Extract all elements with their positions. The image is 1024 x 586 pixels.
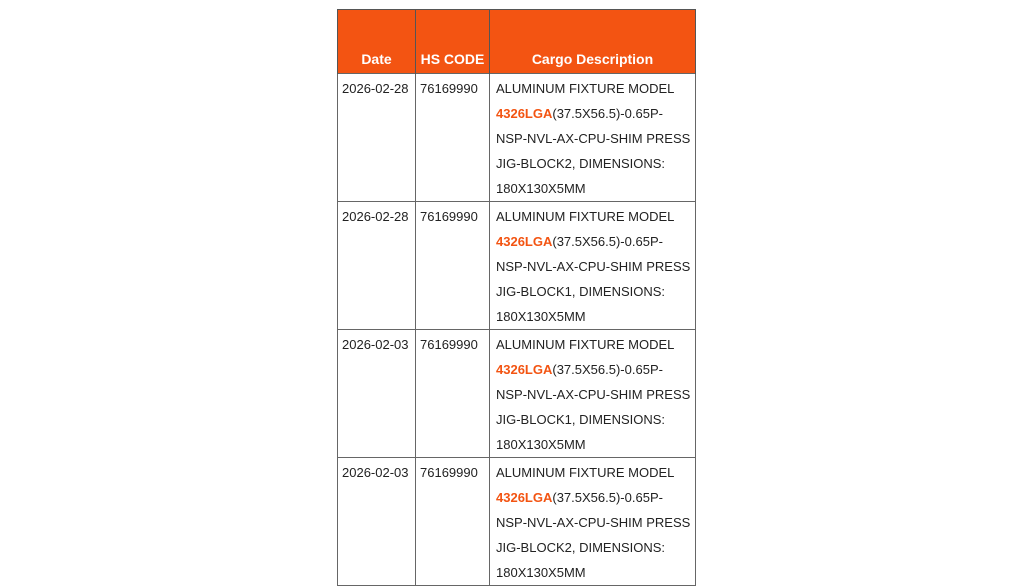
table-header [338,10,696,74]
cell-cargo-description [490,330,696,458]
table-row [338,458,696,586]
table-row [338,74,696,202]
description-line: NSP-NVL-AX-CPU-SHIM PRESS [496,515,691,530]
cell-cargo-description [490,74,696,202]
shipment-table [337,9,696,586]
cell-date: 2026-02-03 [338,458,416,586]
column-header-date: Date [338,10,416,74]
description-text: (37.5X56.5)-0.65P- [552,490,663,505]
cell-date: 2026-02-28 [338,74,416,202]
description-text: (37.5X56.5)-0.65P- [552,234,663,249]
cell-hs-code: 76169990 [416,330,490,458]
description-line: NSP-NVL-AX-CPU-SHIM PRESS [496,259,691,274]
cell-hs-code: 76169990 [416,458,490,586]
cell-cargo-description [490,458,696,586]
cell-date: 2026-02-03 [338,330,416,458]
description-line: 180X130X5MM [496,181,586,196]
table-row [338,202,696,330]
model-highlight: 4326LGA [496,362,553,377]
description-line [496,229,691,254]
cell-date: 2026-02-28 [338,202,416,330]
header-row [338,10,696,74]
shipment-table-container [337,9,695,586]
table-row [338,330,696,458]
description-line: JIG-BLOCK1, DIMENSIONS: [496,412,666,427]
description-text: (37.5X56.5)-0.65P- [552,362,663,377]
description-line: ALUMINUM FIXTURE MODEL [496,209,675,224]
cell-hs-code: 76169990 [416,74,490,202]
description-line: JIG-BLOCK2, DIMENSIONS: [496,540,666,555]
column-header-cargo-description: Cargo Description [490,10,696,74]
model-highlight: 4326LGA [496,234,553,249]
description-line [496,485,691,510]
model-highlight: 4326LGA [496,106,553,121]
cell-hs-code: 76169990 [416,202,490,330]
description-line: ALUMINUM FIXTURE MODEL [496,81,675,96]
description-line: JIG-BLOCK1, DIMENSIONS: [496,284,666,299]
description-line [496,357,691,382]
description-line [496,101,691,126]
table-body [338,74,696,586]
model-highlight: 4326LGA [496,490,553,505]
description-line: JIG-BLOCK2, DIMENSIONS: [496,156,666,171]
description-line: NSP-NVL-AX-CPU-SHIM PRESS [496,131,691,146]
description-line: 180X130X5MM [496,565,586,580]
column-header-hs-code: HS CODE [416,10,490,74]
description-line: ALUMINUM FIXTURE MODEL [496,465,675,480]
description-line: NSP-NVL-AX-CPU-SHIM PRESS [496,387,691,402]
description-line: 180X130X5MM [496,309,586,324]
description-line: 180X130X5MM [496,437,586,452]
description-text: (37.5X56.5)-0.65P- [552,106,663,121]
description-line: ALUMINUM FIXTURE MODEL [496,337,675,352]
cell-cargo-description [490,202,696,330]
